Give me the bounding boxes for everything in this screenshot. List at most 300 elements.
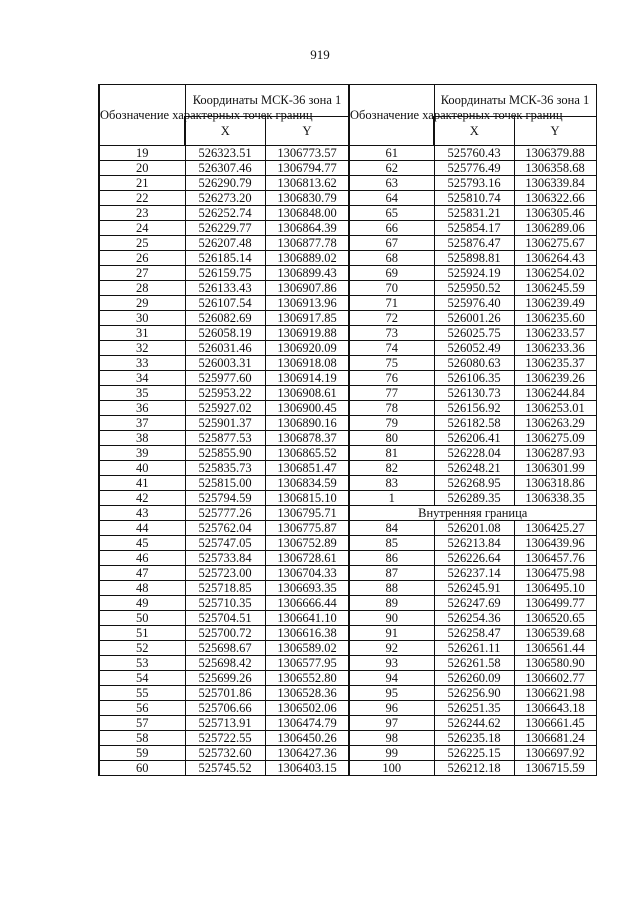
x-value: 525876.47: [434, 236, 514, 251]
y-value: 1306602.77: [514, 671, 596, 686]
table-row: [349, 566, 596, 581]
x-value: 526185.14: [185, 251, 265, 266]
y-value: 1306830.79: [265, 191, 349, 206]
y-value: 1306621.98: [514, 686, 596, 701]
point-id: 87: [349, 566, 434, 581]
x-value: 526261.11: [434, 641, 514, 656]
x-value: 525901.37: [185, 416, 265, 431]
table-row: [99, 596, 349, 611]
x-value: 525855.90: [185, 446, 265, 461]
x-value: 525699.26: [185, 671, 265, 686]
coordinates-table-left: [98, 84, 350, 776]
table-row: [99, 461, 349, 476]
x-value: 526001.26: [434, 311, 514, 326]
x-value: 526058.19: [185, 326, 265, 341]
y-header: Y: [514, 117, 596, 146]
y-value: 1306899.43: [265, 266, 349, 281]
table-row: [99, 686, 349, 701]
table-row: [99, 266, 349, 281]
y-value: 1306275.67: [514, 236, 596, 251]
point-id: 50: [99, 611, 185, 626]
point-id: 63: [349, 176, 434, 191]
point-id: 21: [99, 176, 185, 191]
table-row: [349, 206, 596, 221]
table-row: [99, 311, 349, 326]
x-value: 525835.73: [185, 461, 265, 476]
point-id: 91: [349, 626, 434, 641]
x-value: 526212.18: [434, 761, 514, 776]
y-value: 1306379.88: [514, 146, 596, 161]
point-id: 70: [349, 281, 434, 296]
x-value: 526107.54: [185, 296, 265, 311]
x-value: 526182.58: [434, 416, 514, 431]
table-row: [99, 491, 349, 506]
table-row: [99, 251, 349, 266]
page-number: 919: [310, 47, 330, 62]
y-value: 1306475.98: [514, 566, 596, 581]
point-id: 47: [99, 566, 185, 581]
point-id: 71: [349, 296, 434, 311]
point-id: 57: [99, 716, 185, 731]
table-row: [99, 356, 349, 371]
table-row: [99, 641, 349, 656]
y-value: 1306474.79: [265, 716, 349, 731]
x-value: 525927.02: [185, 401, 265, 416]
point-id: 97: [349, 716, 434, 731]
point-id: 94: [349, 671, 434, 686]
x-value: 526307.46: [185, 161, 265, 176]
y-value: 1306305.46: [514, 206, 596, 221]
x-value: 525924.19: [434, 266, 514, 281]
point-id: 36: [99, 401, 185, 416]
point-id: 30: [99, 311, 185, 326]
x-value: 526254.36: [434, 611, 514, 626]
table-row: [99, 731, 349, 746]
point-id: 35: [99, 386, 185, 401]
point-id: 69: [349, 266, 434, 281]
point-id: 33: [99, 356, 185, 371]
y-value: 1306920.09: [265, 341, 349, 356]
point-id: 40: [99, 461, 185, 476]
y-value: 1306263.29: [514, 416, 596, 431]
table-row: [349, 371, 596, 386]
y-value: 1306661.45: [514, 716, 596, 731]
x-value: 525776.49: [434, 161, 514, 176]
y-value: 1306233.36: [514, 341, 596, 356]
point-id: 96: [349, 701, 434, 716]
y-value: 1306697.92: [514, 746, 596, 761]
table-row: [99, 701, 349, 716]
table-row: [349, 731, 596, 746]
point-id: 23: [99, 206, 185, 221]
y-value: 1306715.59: [514, 761, 596, 776]
table-row: [349, 686, 596, 701]
point-id: 22: [99, 191, 185, 206]
x-value: 525953.22: [185, 386, 265, 401]
x-value: 526052.49: [434, 341, 514, 356]
point-id: 28: [99, 281, 185, 296]
y-value: 1306889.02: [265, 251, 349, 266]
x-value: 525706.66: [185, 701, 265, 716]
x-value: 525877.53: [185, 431, 265, 446]
coordinates-table-right: [348, 84, 597, 776]
x-value: 526080.63: [434, 356, 514, 371]
table-row: [99, 401, 349, 416]
x-value: 525950.52: [434, 281, 514, 296]
x-value: 526003.31: [185, 356, 265, 371]
table-row: [99, 326, 349, 341]
coord-system-header: Координаты МСК-36 зона 1: [434, 85, 596, 117]
x-value: 526289.35: [434, 491, 514, 506]
point-id: 56: [99, 701, 185, 716]
table-row: [99, 566, 349, 581]
x-value: 525898.81: [434, 251, 514, 266]
table-row: [99, 506, 349, 521]
point-id: 98: [349, 731, 434, 746]
x-value: 526207.48: [185, 236, 265, 251]
y-value: 1306907.86: [265, 281, 349, 296]
y-value: 1306693.35: [265, 581, 349, 596]
point-id: 72: [349, 311, 434, 326]
x-value: 525718.85: [185, 581, 265, 596]
x-value: 526258.47: [434, 626, 514, 641]
table-row: [349, 491, 596, 506]
y-value: 1306795.71: [265, 506, 349, 521]
point-id: 76: [349, 371, 434, 386]
point-id: 26: [99, 251, 185, 266]
x-value: 526213.84: [434, 536, 514, 551]
y-header: Y: [265, 117, 349, 146]
x-value: 526106.35: [434, 371, 514, 386]
y-value: 1306275.09: [514, 431, 596, 446]
y-value: 1306918.08: [265, 356, 349, 371]
y-value: 1306244.84: [514, 386, 596, 401]
point-id: 78: [349, 401, 434, 416]
point-id: 90: [349, 611, 434, 626]
y-value: 1306878.37: [265, 431, 349, 446]
x-value: 525733.84: [185, 551, 265, 566]
point-id: 67: [349, 236, 434, 251]
y-value: 1306752.89: [265, 536, 349, 551]
table-row: [349, 386, 596, 401]
y-value: 1306865.52: [265, 446, 349, 461]
x-value: 525747.05: [185, 536, 265, 551]
table-row: [349, 431, 596, 446]
table-row: [349, 551, 596, 566]
table-row: [99, 221, 349, 236]
x-value: 525704.51: [185, 611, 265, 626]
y-value: 1306908.61: [265, 386, 349, 401]
y-value: 1306577.95: [265, 656, 349, 671]
point-id: 34: [99, 371, 185, 386]
x-header: X: [185, 117, 265, 146]
x-value: 525815.00: [185, 476, 265, 491]
table-row: [349, 161, 596, 176]
x-value: 525977.60: [185, 371, 265, 386]
inner-boundary-label: Внутренняя граница: [349, 506, 596, 521]
y-value: 1306338.35: [514, 491, 596, 506]
y-value: 1306502.06: [265, 701, 349, 716]
y-value: 1306254.02: [514, 266, 596, 281]
table-row: [99, 716, 349, 731]
y-value: 1306301.99: [514, 461, 596, 476]
point-id: 44: [99, 521, 185, 536]
x-header: X: [434, 117, 514, 146]
x-value: 526261.58: [434, 656, 514, 671]
y-value: 1306339.84: [514, 176, 596, 191]
x-value: 525713.91: [185, 716, 265, 731]
table-row: [349, 251, 596, 266]
y-value: 1306233.57: [514, 326, 596, 341]
x-value: 525701.86: [185, 686, 265, 701]
y-value: 1306851.47: [265, 461, 349, 476]
y-value: 1306589.02: [265, 641, 349, 656]
y-value: 1306499.77: [514, 596, 596, 611]
table-row: [99, 581, 349, 596]
x-value: 526247.69: [434, 596, 514, 611]
table-row: [349, 146, 596, 161]
x-value: 526256.90: [434, 686, 514, 701]
x-value: 525762.04: [185, 521, 265, 536]
table-row: [349, 356, 596, 371]
y-value: 1306358.68: [514, 161, 596, 176]
table-row: [99, 476, 349, 491]
x-value: 526025.75: [434, 326, 514, 341]
table-row: [349, 536, 596, 551]
point-id: 24: [99, 221, 185, 236]
table-row: [99, 656, 349, 671]
table-row: [99, 746, 349, 761]
point-id: 65: [349, 206, 434, 221]
y-value: 1306848.00: [265, 206, 349, 221]
table-row: [99, 431, 349, 446]
table-row: [99, 446, 349, 461]
y-value: 1306539.68: [514, 626, 596, 641]
y-value: 1306235.37: [514, 356, 596, 371]
x-value: 525854.17: [434, 221, 514, 236]
point-id: 81: [349, 446, 434, 461]
table-row: [349, 581, 596, 596]
y-value: 1306917.85: [265, 311, 349, 326]
y-value: 1306773.57: [265, 146, 349, 161]
x-value: 526235.18: [434, 731, 514, 746]
point-id: 83: [349, 476, 434, 491]
y-value: 1306794.77: [265, 161, 349, 176]
y-value: 1306289.06: [514, 221, 596, 236]
point-id: 84: [349, 521, 434, 536]
x-value: 526130.73: [434, 386, 514, 401]
table-row: [349, 401, 596, 416]
table-row: [349, 506, 596, 521]
point-id: 82: [349, 461, 434, 476]
y-value: 1306403.15: [265, 761, 349, 776]
table-row: [349, 296, 596, 311]
table-row: [349, 461, 596, 476]
table-row: [99, 626, 349, 641]
table-row: [349, 626, 596, 641]
point-id: 45: [99, 536, 185, 551]
y-value: 1306235.60: [514, 311, 596, 326]
point-id: 74: [349, 341, 434, 356]
point-id: 52: [99, 641, 185, 656]
table-row: [349, 266, 596, 281]
y-value: 1306245.59: [514, 281, 596, 296]
table-row: [99, 416, 349, 431]
x-value: 526133.43: [185, 281, 265, 296]
point-id: 51: [99, 626, 185, 641]
point-id: 80: [349, 431, 434, 446]
x-value: 525732.60: [185, 746, 265, 761]
x-value: 526248.21: [434, 461, 514, 476]
point-id: 25: [99, 236, 185, 251]
point-id: 29: [99, 296, 185, 311]
table-row: [99, 551, 349, 566]
y-value: 1306322.66: [514, 191, 596, 206]
x-value: 525698.67: [185, 641, 265, 656]
table-row: [99, 371, 349, 386]
x-value: 525976.40: [434, 296, 514, 311]
x-value: 526226.64: [434, 551, 514, 566]
table-row: [349, 596, 596, 611]
x-value: 526082.69: [185, 311, 265, 326]
y-value: 1306864.39: [265, 221, 349, 236]
point-id: 53: [99, 656, 185, 671]
x-value: 526251.35: [434, 701, 514, 716]
y-value: 1306528.36: [265, 686, 349, 701]
table-row: [349, 311, 596, 326]
x-value: 526206.41: [434, 431, 514, 446]
x-value: 526244.62: [434, 716, 514, 731]
y-value: 1306287.93: [514, 446, 596, 461]
y-value: 1306704.33: [265, 566, 349, 581]
table-row: [349, 281, 596, 296]
table-row: [99, 206, 349, 221]
x-value: 526323.51: [185, 146, 265, 161]
point-id: 79: [349, 416, 434, 431]
y-value: 1306450.26: [265, 731, 349, 746]
point-id: 89: [349, 596, 434, 611]
point-id: 75: [349, 356, 434, 371]
y-value: 1306813.62: [265, 176, 349, 191]
x-value: 525810.74: [434, 191, 514, 206]
table-row: [349, 221, 596, 236]
point-id: 88: [349, 581, 434, 596]
table-row: [349, 746, 596, 761]
y-value: 1306914.19: [265, 371, 349, 386]
y-value: 1306457.76: [514, 551, 596, 566]
table-row: [99, 236, 349, 251]
y-value: 1306919.88: [265, 326, 349, 341]
y-value: 1306815.10: [265, 491, 349, 506]
x-value: 526252.74: [185, 206, 265, 221]
point-id: 55: [99, 686, 185, 701]
table-row: [99, 521, 349, 536]
y-value: 1306318.86: [514, 476, 596, 491]
y-value: 1306877.78: [265, 236, 349, 251]
x-value: 525722.55: [185, 731, 265, 746]
y-value: 1306239.49: [514, 296, 596, 311]
y-value: 1306552.80: [265, 671, 349, 686]
table-row: [349, 761, 596, 776]
x-value: 526159.75: [185, 266, 265, 281]
point-id: 77: [349, 386, 434, 401]
x-value: 526260.09: [434, 671, 514, 686]
point-id: 61: [349, 146, 434, 161]
x-value: 526201.08: [434, 521, 514, 536]
x-value: 525760.43: [434, 146, 514, 161]
y-value: 1306425.27: [514, 521, 596, 536]
x-value: 526156.92: [434, 401, 514, 416]
table-row: [99, 281, 349, 296]
point-id: 58: [99, 731, 185, 746]
table-row: [349, 716, 596, 731]
y-value: 1306580.90: [514, 656, 596, 671]
x-value: 526229.77: [185, 221, 265, 236]
x-value: 525831.21: [434, 206, 514, 221]
coord-system-header: Координаты МСК-36 зона 1: [185, 85, 349, 117]
x-value: 525710.35: [185, 596, 265, 611]
point-id: 27: [99, 266, 185, 281]
point-id: 99: [349, 746, 434, 761]
y-value: 1306775.87: [265, 521, 349, 536]
y-value: 1306520.65: [514, 611, 596, 626]
y-value: 1306666.44: [265, 596, 349, 611]
point-id: 37: [99, 416, 185, 431]
table-row: [99, 671, 349, 686]
y-value: 1306253.01: [514, 401, 596, 416]
table-row: [99, 536, 349, 551]
point-id: 86: [349, 551, 434, 566]
point-id: 62: [349, 161, 434, 176]
table-row: [349, 671, 596, 686]
point-id: 92: [349, 641, 434, 656]
table-row: [349, 326, 596, 341]
y-value: 1306643.18: [514, 701, 596, 716]
point-id: 93: [349, 656, 434, 671]
point-id: 64: [349, 191, 434, 206]
table-row: [349, 341, 596, 356]
table-row: [349, 701, 596, 716]
table-row: [99, 191, 349, 206]
point-id: 20: [99, 161, 185, 176]
point-id: 38: [99, 431, 185, 446]
table-row: [349, 521, 596, 536]
y-value: 1306439.96: [514, 536, 596, 551]
point-id: 1: [349, 491, 434, 506]
y-value: 1306890.16: [265, 416, 349, 431]
point-id: 68: [349, 251, 434, 266]
point-id: 73: [349, 326, 434, 341]
table-row: [99, 341, 349, 356]
table-row: [349, 641, 596, 656]
table-row: [99, 176, 349, 191]
point-id: 95: [349, 686, 434, 701]
point-id: 66: [349, 221, 434, 236]
y-value: 1306616.38: [265, 626, 349, 641]
table-row: [349, 191, 596, 206]
table-row: [349, 476, 596, 491]
table-row: [349, 446, 596, 461]
x-value: 526273.20: [185, 191, 265, 206]
point-id: 43: [99, 506, 185, 521]
table-row: [99, 146, 349, 161]
x-value: 525745.52: [185, 761, 265, 776]
table-row: [349, 611, 596, 626]
point-header: Обозначение характерных точек границ: [99, 85, 185, 146]
y-value: 1306728.61: [265, 551, 349, 566]
point-id: 31: [99, 326, 185, 341]
point-header: Обозначение характерных точек границ: [349, 85, 434, 146]
